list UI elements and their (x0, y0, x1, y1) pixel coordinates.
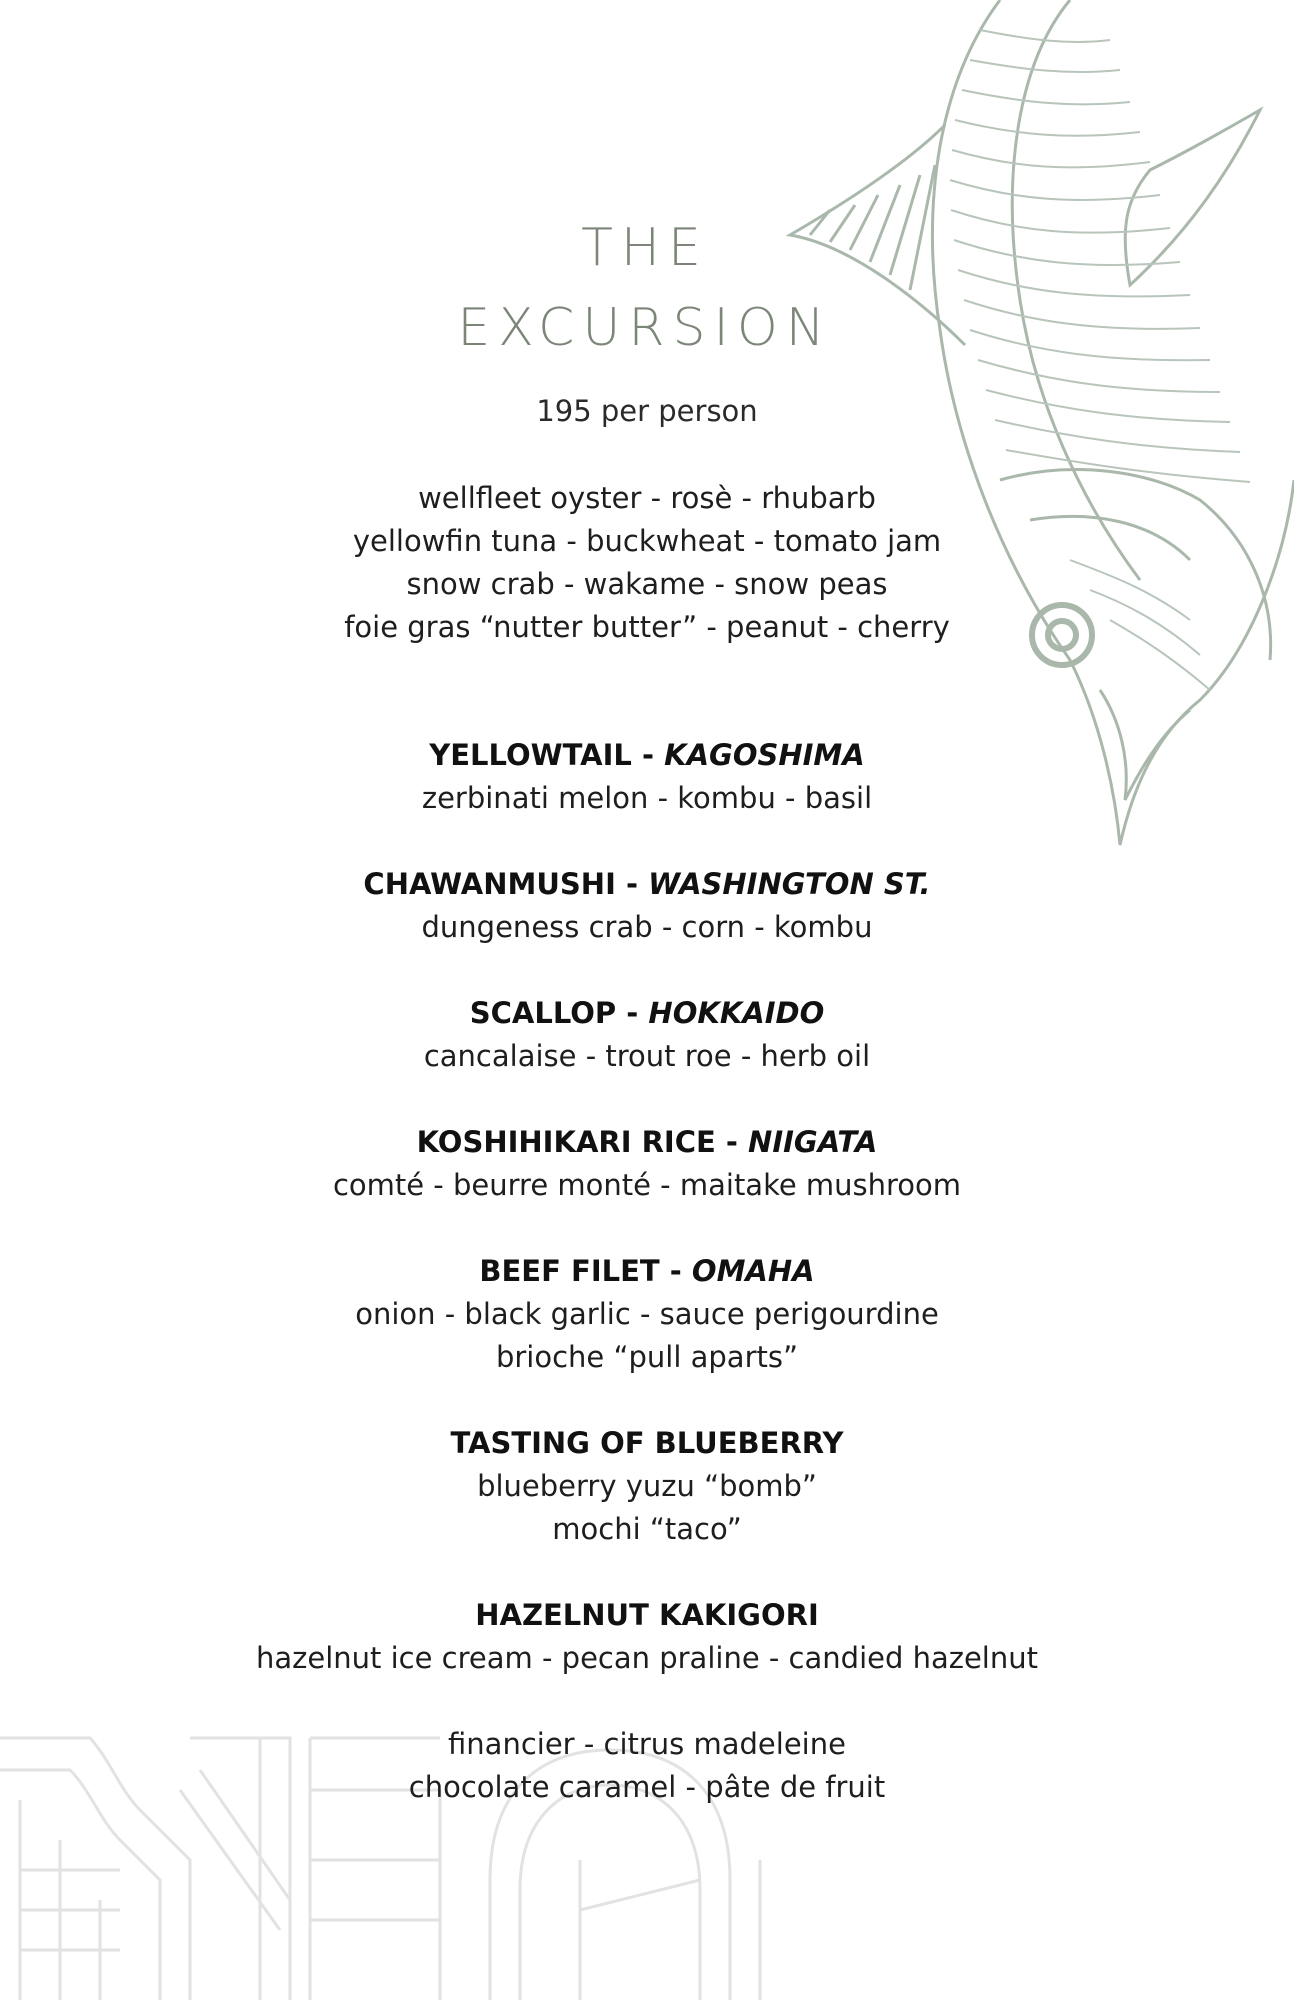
mignardises-list (0, 1723, 1294, 1809)
price: 195 per person (536, 394, 758, 428)
course-scallop (0, 992, 1294, 1078)
snack-item: yellowfin tuna - buckwheat - tomato jam (352, 524, 942, 558)
snack-item: foie gras “nutter butter” - peanut - cherry (344, 610, 950, 644)
snack-item: snow crab - wakame - snow peas (406, 567, 888, 601)
course-chawanmushi (0, 863, 1294, 949)
course-hazelnut-kakigori (0, 1594, 1294, 1680)
menu-title-line-2: EXCURSION (457, 298, 833, 358)
fish-illustration (770, 0, 1294, 860)
course-description: blueberry yuzu “bomb” (477, 1469, 817, 1503)
course-description: hazelnut ice cream - pecan praline - candied hazelnut (255, 1641, 1038, 1675)
course-description: mochi “taco” (552, 1512, 742, 1546)
menu-title-line-1: THE (581, 218, 709, 278)
mignardise-item: chocolate caramel - pâte de fruit (408, 1770, 886, 1804)
course-title: YELLOWTAIL - KAGOSHIMA (429, 738, 865, 772)
course-description: comté - beurre monté - maitake mushroom (332, 1168, 962, 1202)
course-koshihikari-rice (0, 1121, 1294, 1207)
course-origin: HOKKAIDO (648, 996, 825, 1030)
course-description: brioche “pull aparts” (495, 1340, 799, 1374)
course-description: cancalaise - trout roe - herb oil (423, 1039, 871, 1073)
course-title: TASTING OF BLUEBERRY (450, 1426, 844, 1460)
course-title: BEEF FILET - OMAHA (479, 1254, 815, 1288)
snacks-list (0, 477, 1294, 649)
course-yellowtail (0, 734, 1294, 820)
course-title: CHAWANMUSHI - WASHINGTON ST. (363, 867, 931, 901)
snack-item: wellfleet oyster - rosè - rhubarb (418, 481, 876, 515)
course-description: onion - black garlic - sauce perigourdine (355, 1297, 939, 1331)
course-description: zerbinati melon - kombu - basil (421, 781, 873, 815)
course-origin: NIIGATA (748, 1125, 878, 1159)
course-origin: WASHINGTON ST. (648, 867, 931, 901)
course-title: SCALLOP - HOKKAIDO (469, 996, 825, 1030)
course-description: dungeness crab - corn - kombu (421, 910, 873, 944)
course-title: HAZELNUT KAKIGORI (475, 1598, 819, 1632)
course-title: KOSHIHIKARI RICE - NIIGATA (416, 1125, 878, 1159)
mignardise-item: financier - citrus madeleine (448, 1727, 846, 1761)
course-tasting-of-blueberry (0, 1422, 1294, 1551)
course-beef-filet (0, 1250, 1294, 1379)
course-origin: KAGOSHIMA (664, 738, 865, 772)
course-origin: OMAHA (691, 1254, 815, 1288)
